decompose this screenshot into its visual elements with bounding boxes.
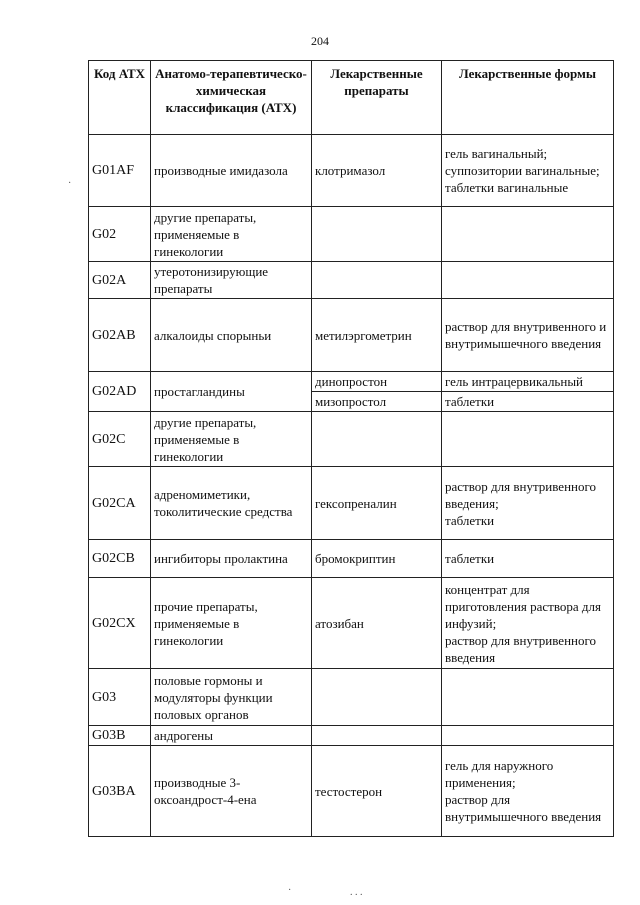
atx-code: G03BA xyxy=(89,746,151,837)
atx-table xyxy=(88,60,614,837)
atx-classification: другие препараты, применяемые в гинекологии xyxy=(151,412,312,467)
dosage-form: гель вагинальный; xyxy=(445,146,548,161)
dosage-form: концентрат для приготовления раствора для инфузий; xyxy=(445,581,601,631)
atx-code: G02CX xyxy=(89,578,151,669)
dosage-forms xyxy=(442,578,614,669)
atx-code: G02AB xyxy=(89,299,151,372)
atx-code: G02C xyxy=(89,412,151,467)
table-row xyxy=(89,578,614,669)
scan-speck: · xyxy=(288,885,292,896)
dosage-form: таблетки xyxy=(445,512,495,528)
dosage-form: гель для наружного применения; xyxy=(445,758,554,790)
table-row xyxy=(89,540,614,578)
dosage-form: суппозитории вагинальные; xyxy=(445,163,600,178)
drug-name xyxy=(312,726,442,746)
dosage-form xyxy=(442,412,614,467)
atx-code: G02AD xyxy=(89,372,151,412)
atx-classification: другие препараты, применяемые в гинекологии xyxy=(151,207,312,262)
page-number: 204 xyxy=(311,34,329,48)
atx-classification: производные имидазола xyxy=(151,135,312,207)
table-row xyxy=(89,372,614,392)
header-classification: Анатомо-терапевтическо-химическая классификация (АТХ) xyxy=(151,61,312,135)
table-row xyxy=(89,669,614,726)
table-row xyxy=(89,467,614,540)
dosage-form: раствор для внутривенного введения; xyxy=(445,478,596,511)
dosage-form: раствор для внутривенного введения xyxy=(445,632,596,665)
atx-classification: ингибиторы пролактина xyxy=(151,540,312,578)
drug-name: мизопростол xyxy=(312,392,442,412)
atx-code: G03B xyxy=(89,726,151,746)
scan-speck: · xyxy=(68,178,72,189)
dosage-form: таблетки xyxy=(442,540,614,578)
table-row xyxy=(89,726,614,746)
dosage-form: раствор для внутривенного и внутримышечного введения xyxy=(442,299,614,372)
atx-classification: адреномиметики, токолитические средства xyxy=(151,467,312,540)
table-row xyxy=(89,412,614,467)
atx-code: G02CB xyxy=(89,540,151,578)
atx-classification: алкалоиды спорыньи xyxy=(151,299,312,372)
scan-speck: . . . xyxy=(350,887,363,898)
dosage-form: раствор для внутримышечного введения xyxy=(445,792,602,824)
header-code: Код АТХ xyxy=(89,61,151,135)
drug-name: атозибан xyxy=(312,578,442,669)
dosage-form xyxy=(442,726,614,746)
table-row xyxy=(89,746,614,837)
header-drugs: Лекарственные препараты xyxy=(312,61,442,135)
atx-code: G02A xyxy=(89,262,151,299)
atx-code: G01AF xyxy=(89,135,151,207)
dosage-forms xyxy=(442,135,614,207)
drug-name: бромокриптин xyxy=(312,540,442,578)
header-forms: Лекарственные формы xyxy=(442,61,614,135)
dosage-form: таблетки xyxy=(442,392,614,412)
dosage-form xyxy=(442,262,614,299)
table-row xyxy=(89,207,614,262)
drug-name: динопростон xyxy=(312,372,442,392)
atx-code: G03 xyxy=(89,669,151,726)
atx-code: G02 xyxy=(89,207,151,262)
dosage-form: таблетки вагинальные xyxy=(445,180,569,195)
drug-name: клотримазол xyxy=(312,135,442,207)
table-header-row xyxy=(89,61,614,135)
table-row xyxy=(89,262,614,299)
drug-name: тестостерон xyxy=(312,746,442,837)
atx-code: G02CA xyxy=(89,467,151,540)
dosage-form xyxy=(442,207,614,262)
drug-name: гексопреналин xyxy=(312,467,442,540)
dosage-form: гель интрацервикальный xyxy=(442,372,614,392)
dosage-forms xyxy=(442,746,614,837)
atx-classification: прочие препараты, применяемые в гинекологии xyxy=(151,578,312,669)
atx-classification: простагландины xyxy=(151,372,312,412)
atx-classification: андрогены xyxy=(151,726,312,746)
drug-name xyxy=(312,207,442,262)
table-row xyxy=(89,299,614,372)
atx-classification: половые гормоны и модуляторы функции половых органов xyxy=(151,669,312,726)
drug-name xyxy=(312,669,442,726)
dosage-forms xyxy=(442,467,614,540)
drug-name xyxy=(312,412,442,467)
drug-name: метилэргометрин xyxy=(312,299,442,372)
drug-name xyxy=(312,262,442,299)
atx-classification: производные 3-оксоандрост-4-ена xyxy=(151,746,312,837)
atx-classification: утеротонизирующие препараты xyxy=(151,262,312,299)
table-row xyxy=(89,135,614,207)
dosage-form xyxy=(442,669,614,726)
